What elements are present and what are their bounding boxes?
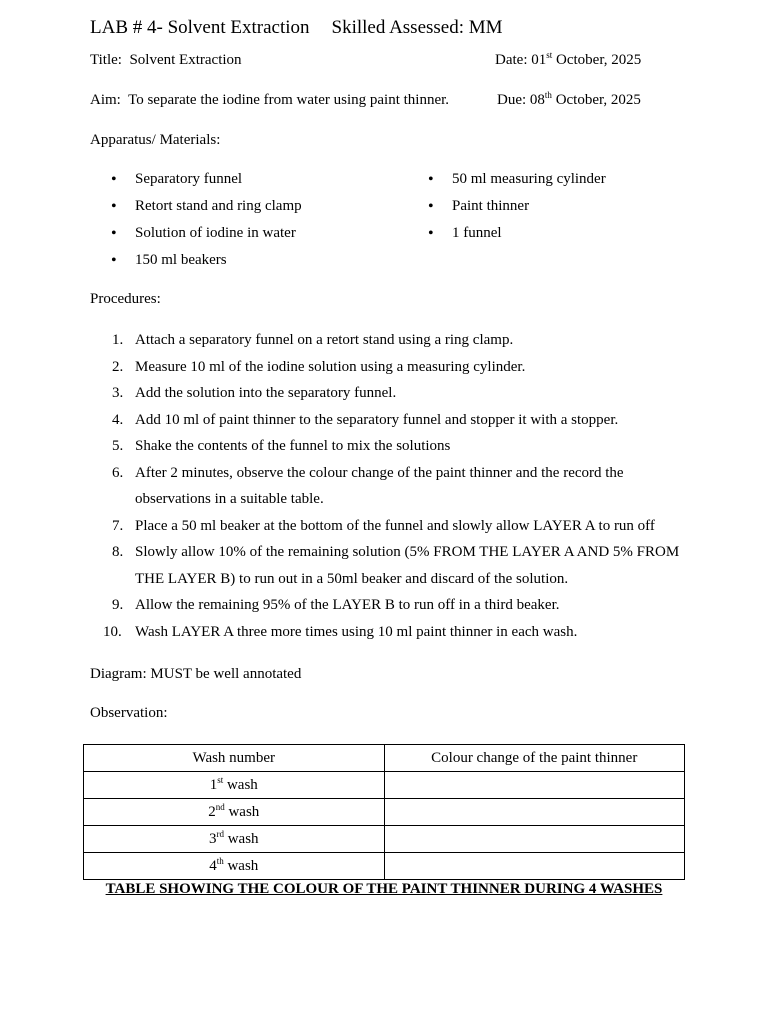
table-row — [84, 772, 685, 799]
skill-assessed: Skilled Assessed: MM — [331, 17, 503, 38]
step-number: 3. — [112, 385, 124, 401]
apparatus-heading: Apparatus/ Materials: — [90, 132, 221, 148]
step-text: Measure 10 ml of the iodine solution using a measuring cylinder. — [135, 358, 526, 375]
wash-num: 3 — [208, 830, 217, 847]
procedure-step — [90, 619, 680, 646]
document-header — [90, 17, 503, 39]
list-item: • 1 funnel — [407, 220, 606, 247]
procedure-step — [90, 380, 680, 407]
procedure-step — [90, 592, 680, 619]
wash-label: wash — [223, 857, 259, 874]
step-number: 4. — [112, 411, 124, 428]
list-item: • Paint thinner — [407, 193, 606, 220]
step-number: 5. — [112, 438, 124, 454]
procedure-step — [90, 327, 680, 354]
wash-label: wash — [223, 830, 259, 847]
procedure-step — [90, 460, 680, 513]
date-line — [495, 52, 641, 69]
observation-heading: Observation: — [90, 705, 168, 721]
colour-change-cell[interactable] — [384, 772, 685, 799]
title-label: Title: — [90, 52, 122, 68]
step-number: 1. — [112, 332, 124, 348]
step-text: Shake the contents of the funnel to mix the solutions — [135, 438, 451, 454]
list-item: • Retort stand and ring clamp — [90, 193, 302, 220]
table-header-row — [84, 745, 685, 772]
table-row — [84, 826, 685, 853]
list-item: • Separatory funnel — [90, 166, 302, 193]
wash-sup: th — [216, 855, 224, 866]
table-row — [84, 799, 685, 826]
column-header-colour-change: Colour change of the paint thinner — [384, 745, 685, 772]
procedure-step — [90, 407, 680, 434]
procedure-step — [90, 354, 680, 381]
step-number: 2. — [112, 358, 124, 375]
wash-num: 4 — [209, 857, 217, 874]
due-sup: th — [544, 90, 552, 100]
procedures-list — [90, 327, 680, 645]
step-number: 8. — [112, 544, 124, 560]
step-number: 6. — [112, 464, 124, 481]
title-value: Solvent Extraction — [129, 52, 242, 68]
step-text: Add the solution into the separatory funnel. — [135, 385, 397, 401]
wash-sup: rd — [216, 828, 224, 839]
aim-value: To separate the iodine from water using paint thinner. — [128, 92, 450, 108]
list-item: • Solution of iodine in water — [90, 220, 302, 247]
wash-label: wash — [224, 803, 260, 820]
column-header-wash-number: Wash number — [84, 745, 385, 772]
wash-num: 2 — [208, 803, 216, 820]
table-caption: TABLE SHOWING THE COLOUR OF THE PAINT THINNER DURING 4 WASHES — [105, 881, 663, 897]
wash-sup: st — [217, 774, 224, 785]
procedure-step — [90, 433, 680, 460]
colour-change-cell[interactable] — [384, 826, 685, 853]
table-row — [84, 853, 685, 880]
due-label: Due: 08 — [497, 92, 545, 108]
aim-line — [90, 92, 449, 109]
list-item: • 150 ml beakers — [90, 247, 302, 274]
step-number: 7. — [112, 517, 124, 534]
wash-number-cell — [84, 826, 385, 853]
colour-change-cell[interactable] — [384, 799, 685, 826]
step-number: 10. — [103, 623, 122, 640]
diagram-note: Diagram: MUST be well annotated — [90, 666, 302, 682]
due-line — [497, 92, 641, 109]
date-label: Date: 01 — [495, 52, 547, 68]
colour-change-cell[interactable] — [384, 853, 685, 880]
procedures-heading: Procedures: — [90, 291, 161, 307]
wash-number-cell — [84, 799, 385, 826]
apparatus-list-left — [90, 166, 302, 274]
aim-label: Aim: — [90, 92, 121, 108]
step-text: Add 10 ml of paint thinner to the separatory funnel and stopper it with a stopper. — [135, 411, 619, 428]
apparatus-list-right — [407, 166, 606, 247]
wash-num: 1 — [209, 776, 218, 793]
wash-number-cell — [84, 853, 385, 880]
lab-title: LAB # 4- Solvent Extraction — [90, 17, 310, 38]
title-line — [90, 52, 242, 69]
wash-number-cell — [84, 772, 385, 799]
wash-sup: nd — [215, 801, 225, 812]
date-sup: st — [546, 50, 553, 60]
step-text: Place a 50 ml beaker at the bottom of the funnel and slowly allow LAYER A to run off — [135, 517, 655, 534]
wash-label: wash — [223, 776, 258, 793]
list-item: • 50 ml measuring cylinder — [407, 166, 606, 193]
procedure-step — [90, 513, 680, 540]
step-text: Slowly allow 10% of the remaining solution (5% FROM THE LAYER A AND 5% FROM THE LAYER B) to run out in a 50ml beaker and discard of the solution. — [135, 544, 680, 587]
step-text: Attach a separatory funnel on a retort stand using a ring clamp. — [135, 332, 514, 348]
step-number: 9. — [112, 597, 124, 613]
step-text: Wash LAYER A three more times using 10 ml paint thinner in each wash. — [135, 623, 578, 640]
step-text: Allow the remaining 95% of the LAYER B to run off in a third beaker. — [135, 597, 560, 613]
procedure-step — [90, 539, 680, 592]
date-rest: October, 2025 — [552, 52, 642, 68]
due-rest: October, 2025 — [551, 92, 641, 108]
step-text: After 2 minutes, observe the colour change of the paint thinner and the record the observations in a suitable table. — [135, 464, 624, 507]
observation-table — [83, 744, 685, 880]
